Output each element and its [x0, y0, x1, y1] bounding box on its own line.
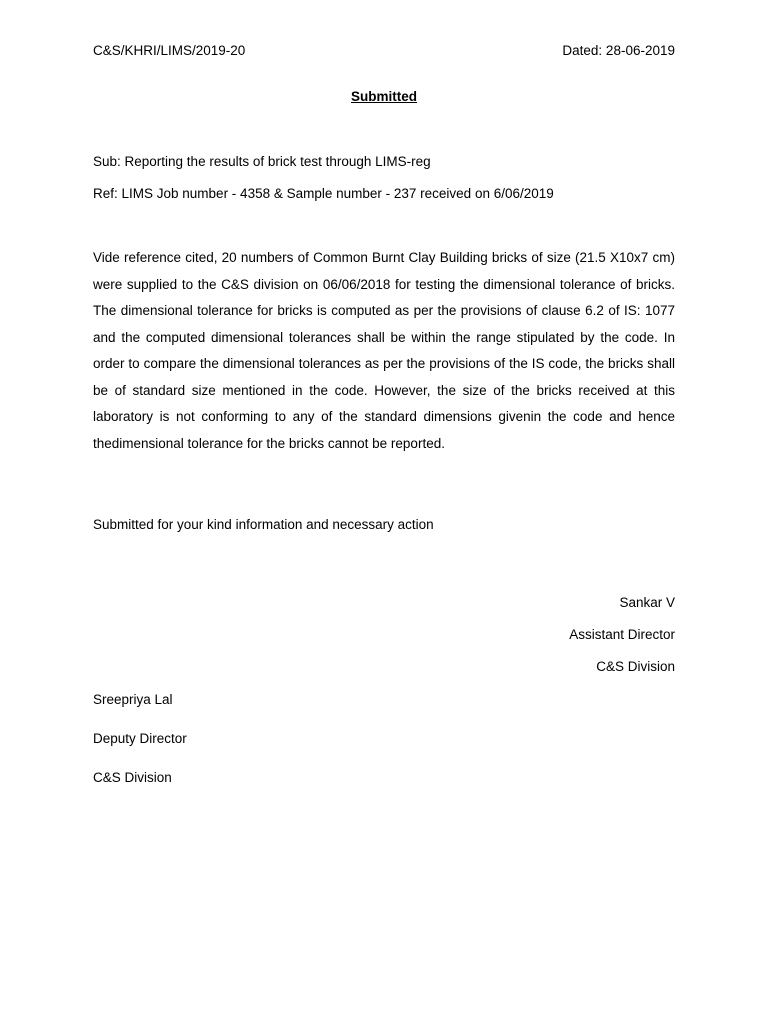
body-paragraph: Vide reference cited, 20 numbers of Common Burnt Clay Building bricks of size (21.5 X10x7 cm) were supplied to the C&S division on 06/06/2018 for testing the dimensional tolerance of bricks. The dimensional tolerance for bricks is computed as per the provisions of clause 6.2 of IS: 1077 and the computed dimensional tolerances shall be within the range stipulated by the code. In order to compare the dimensional tolerances as per the provisions of the IS code, the bricks shall be of standard size mentioned in the code. However, the size of the bricks received at this laboratory is not conforming to any of the standard dimensions givenin the code and hence thedimensional tolerance for the bricks cannot be reported. — [93, 250, 675, 451]
closing-line: Submitted for your kind information and necessary action — [93, 517, 434, 532]
signatory-right-division: C&S Division — [596, 659, 675, 674]
subject-line: Sub: Reporting the results of brick test through LIMS-reg — [93, 154, 431, 169]
signatory-right-designation: Assistant Director — [569, 627, 675, 642]
signatory-left-name: Sreepriya Lal — [93, 692, 173, 707]
signatory-left-division: C&S Division — [93, 770, 172, 785]
signatory-right-name: Sankar V — [619, 595, 675, 610]
document-date: Dated: 28-06-2019 — [562, 43, 675, 58]
reference-number: C&S/KHRI/LIMS/2019-20 — [93, 43, 246, 58]
document-title: Submitted — [351, 89, 417, 104]
reference-line: Ref: LIMS Job number - 4358 & Sample number - 237 received on 6/06/2019 — [93, 186, 554, 201]
signatory-left-designation: Deputy Director — [93, 731, 187, 746]
